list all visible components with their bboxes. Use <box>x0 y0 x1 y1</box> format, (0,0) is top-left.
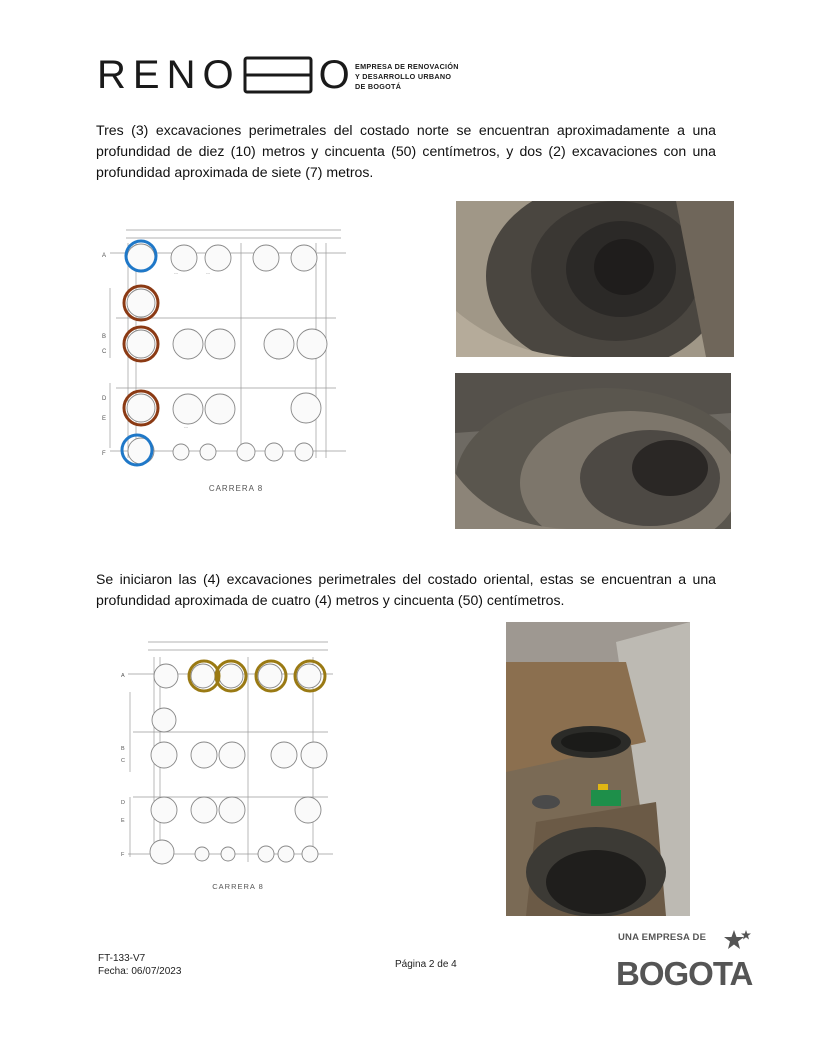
renobo-logo <box>97 52 357 98</box>
site-plan-north <box>96 208 356 508</box>
svg-text:F: F <box>121 852 125 858</box>
document-code-block <box>98 952 181 978</box>
svg-text:D: D <box>102 396 107 402</box>
svg-text:B: B <box>121 746 125 752</box>
svg-text:B: B <box>102 334 107 340</box>
logo-subtitle-line3: DE BOGOTÁ <box>355 82 402 91</box>
svg-text:E: E <box>102 416 107 422</box>
svg-text:---: --- <box>174 270 178 275</box>
excavation-photo-3 <box>506 622 690 916</box>
document-date: Fecha: 06/07/2023 <box>98 966 182 977</box>
svg-text:---: --- <box>184 424 188 429</box>
svg-text:---: --- <box>276 356 280 361</box>
page-number: Página 2 de 4 <box>395 959 457 970</box>
svg-text:A: A <box>102 253 107 259</box>
svg-text:E: E <box>121 818 125 824</box>
paragraph-east-excavations: Se iniciaron las (4) excavaciones perimetrales del costado oriental, estas se encuentran a una profundidad aproximada de cuatro (4) metros y cincuenta (50) centímetros. <box>96 571 716 608</box>
bogota-stars-icon <box>720 928 752 956</box>
bogota-brand-main: BOGOTA <box>616 955 753 992</box>
paragraph-north-excavations: Tres (3) excavaciones perimetrales del costado norte se encuentran aproximadamente a una profundidad de diez (10) metros y cincuenta (50) centímetros, y dos (2) excavaciones con una profundidad aproximada de siete (7) metros. <box>96 122 716 180</box>
logo-text-right: O <box>318 52 357 97</box>
bogota-brand-top: UNA EMPRESA DE <box>618 932 707 943</box>
svg-text:F: F <box>102 451 106 457</box>
svg-text:C: C <box>121 758 125 764</box>
logo-subtitle <box>355 62 515 92</box>
svg-text:D: D <box>121 800 125 806</box>
document-code: FT-133-V7 <box>98 953 146 964</box>
logo-subtitle-line2: Y DESARROLLO URBANO <box>355 72 452 81</box>
logo-text-left: RENO <box>97 52 241 97</box>
svg-text:C: C <box>102 349 107 355</box>
excavation-photo-1 <box>456 201 734 357</box>
plan-street-label: CARRERA 8 <box>208 484 264 493</box>
excavation-photo-2 <box>455 373 731 529</box>
svg-text:A: A <box>121 673 125 679</box>
logo-b-mark-icon <box>243 56 315 94</box>
site-plan-east <box>118 632 340 900</box>
svg-text:---: --- <box>206 270 210 275</box>
logo-subtitle-line1: EMPRESA DE RENOVACIÓN <box>355 62 459 71</box>
plan-street-label: CARRERA 8 <box>212 882 264 891</box>
